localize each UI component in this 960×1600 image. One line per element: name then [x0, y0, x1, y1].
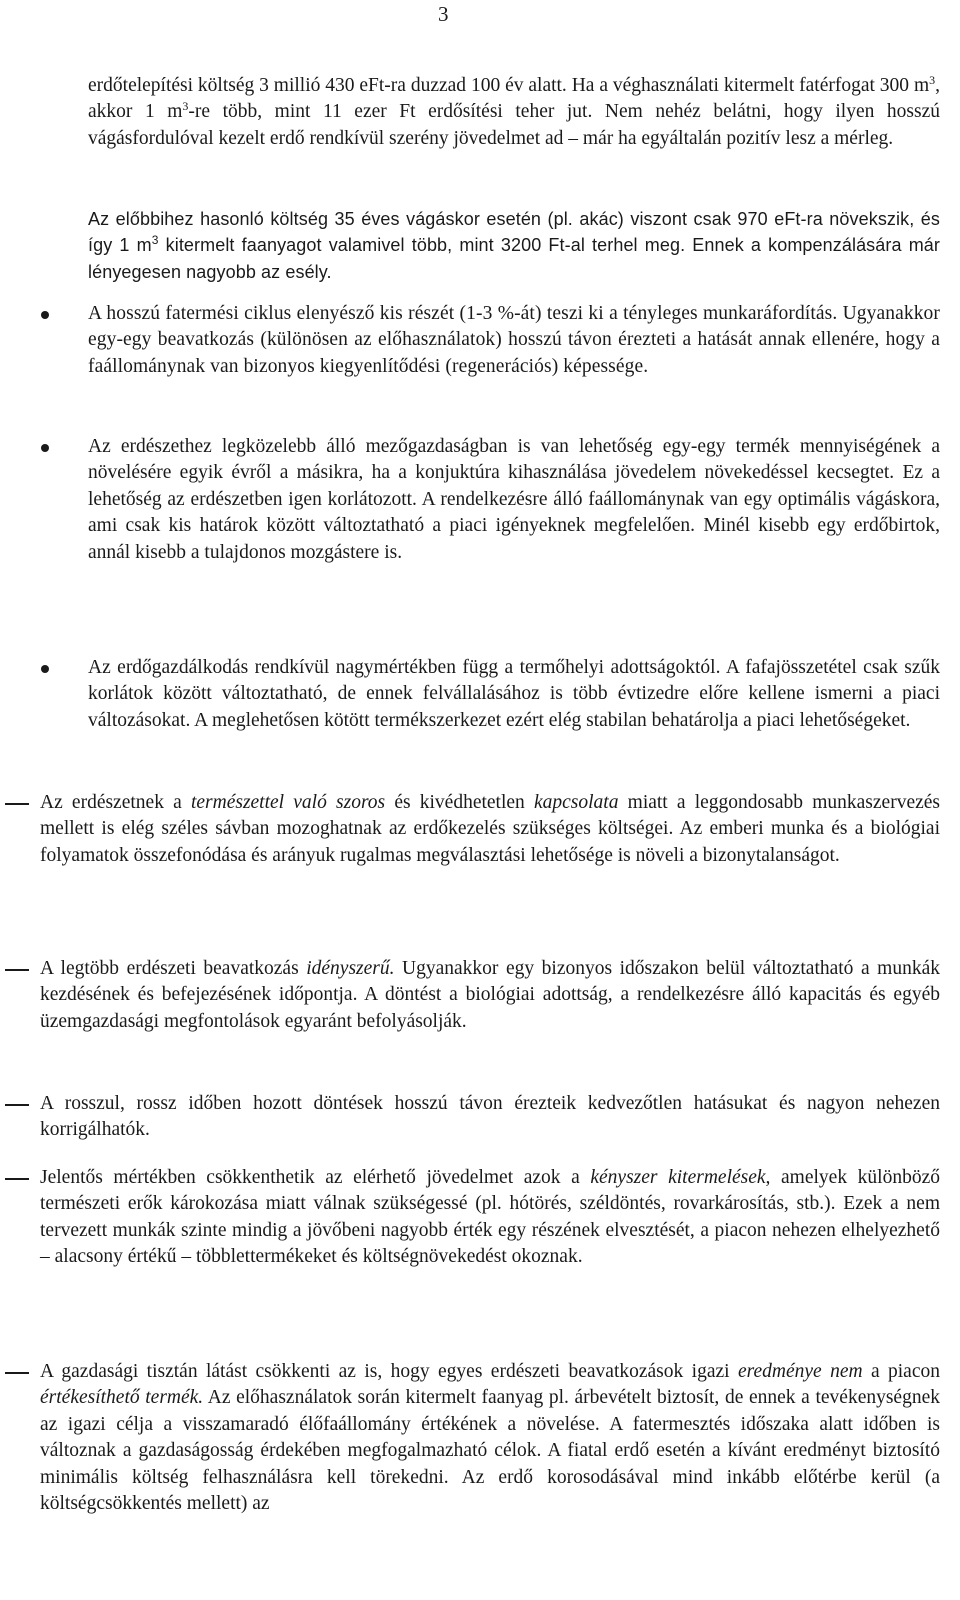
- intro-text-a: erdőtelepítési költség 3 millió 430 eFt-ra duzzad 100 év alatt. Ha a véghasználati kitermelt fatérfogat 300 m: [88, 75, 930, 96]
- dash-item: [40, 1091, 940, 1144]
- dash-text: Az erdészetnek a: [40, 792, 191, 813]
- dash-item: [40, 956, 940, 1035]
- dash-text: és kivédhetetlen: [385, 792, 534, 813]
- dash-text: A gazdasági tisztán látást csökkenti az is, hogy egyes erdészeti beavatkozások igazi: [40, 1361, 738, 1382]
- dash-item: [40, 1359, 940, 1517]
- dash-text: A rosszul, rossz időben hozott döntések hosszú távon érezteik kedvezőtlen hatásukat és nagyon nehezen korrigálhatók.: [40, 1093, 940, 1141]
- dash-text: A legtöbb erdészeti beavatkozás: [40, 958, 307, 979]
- dash-text: a piacon: [862, 1361, 940, 1382]
- dash-text: Az előhasználatok során kitermelt faanyag pl. árbevételt biztosít, de ennek a tevékenységnek az igazi célja a visszamaradó élőfaállomány értékének a növelése. A fatermesztés időszaka alatt időben is változnak a gazdaságosság érdekében megfogalmazható célok. A fiatal erdő esetén a kívánt eredményt biztosító minimális költség felhasználásra kell törekedni. Az erdő korosodásával mind inkább előtérbe kerül (a költségcsökkentés mellett) az: [40, 1387, 940, 1515]
- italic-phrase: eredménye nem: [737, 1361, 863, 1382]
- bullet-item: [88, 434, 940, 566]
- bullet-text: Az erdőgazdálkodás rendkívül nagymértékben függ a termőhelyi adottságoktól. A fafajösszetétel csak szűk korlátok között változtatható, de ennek felvállalásához is több évtizedre előre kellene ismerni a piaci változásokat. A meglehetősen kötött termékszerkezet ezért elég stabilan behatárolja a piaci lehetőségeket.: [88, 657, 940, 731]
- intro-text-c: -re több, mint 11 ezer Ft erdősítési teher jut. Nem nehéz belátni, hogy ilyen hosszú vágásfordulóval kezelt erdő rendkívül szerény jövedelmet ad – már ha egyáltalán pozitív lesz a mérleg.: [88, 101, 940, 149]
- superscript: 3: [151, 233, 159, 248]
- page-number: 3: [438, 2, 449, 26]
- italic-phrase: kapcsolata: [533, 792, 619, 813]
- dash-icon: [5, 1372, 29, 1374]
- bullet-icon: [41, 665, 49, 673]
- dash-icon: [5, 1104, 29, 1106]
- dash-text: miatt a leggondosabb munkaszervezés mellett is elég széles sávban mozoghatnak az erdőkezelés szükséges költségei. Az emberi munka és a biológiai folyamatok összefonódása és arányuk rugalmas megválasztási lehetősége is növeli a bizonytalanságot.: [40, 792, 940, 866]
- sans-text-b: kitermelt faanyagot valamivel több, mint 3200 Ft-al terhel meg. Ennek a kompenzálására már lényegesen nagyobb az esély.: [88, 235, 941, 282]
- bullet-item: [88, 301, 940, 380]
- dash-item: [40, 1165, 940, 1271]
- bullet-icon: [41, 444, 49, 452]
- bullet-text: A hosszú fatermési ciklus elenyésző kis részét (1-3 %-át) teszi ki a tényleges munkaráfordítás. Ugyanakkor egy-egy beavatkozás (különösen az előhasználatok) hosszú távon érezteti a hatását annak ellenére, hogy a faállománynak van bizonyos kiegyenlítődési (regenerációs) képessége.: [88, 303, 940, 377]
- italic-phrase: értékesíthető termék.: [40, 1387, 204, 1409]
- dash-item: [40, 790, 940, 869]
- superscript: 3: [182, 99, 189, 114]
- italic-phrase: kényszer kitermelések,: [590, 1167, 771, 1188]
- intro-text-b: , akkor 1 m: [88, 75, 940, 123]
- intro-paragraph-sans: [88, 206, 940, 285]
- dash-icon: [5, 803, 29, 805]
- dash-text: Ugyanakkor egy bizonyos időszakon belül változtatható a munkák kezdésének és befejezésének időpontja. A döntést a biológiai adottság, a rendelkezésre álló kapacitás és egyéb üzemgazdasági megfontolások egyaránt befolyásolják.: [40, 958, 940, 1032]
- bullet-icon: [41, 311, 49, 319]
- bullet-text: Az erdészethez legközelebb álló mezőgazdaságban is van lehetőség egy-egy termék mennyiségének a növelésére egyik évről a másikra, ha a konjuktúra kihasználása jövedelem növekedéssel kecsegtet. Ez a lehetőség az erdészetben igen korlátozott. A rendelkezésre álló faállománynak van egy optimális vágáskora, ami csak kis határok között változtatható a piaci igényeknek megfelelően. Minél kisebb egy erdőbirtok, annál kisebb a tulajdonos mozgástere is.: [88, 436, 940, 563]
- dash-icon: [5, 1178, 29, 1180]
- dash-text: amelyek különböző természeti erők károkozása miatt válnak szükségessé (pl. hótörés, széldöntés, rovarkárosítás, stb.). Ezek a nem tervezett munkák szinte mindig a jövőbeni nagyobb érték egy részének elvesztését, a piacon nehezen elhelyezhető – alacsony értékű – többlettermékeket és költségnövekedést okoznak.: [40, 1167, 940, 1268]
- superscript: 3: [929, 73, 936, 87]
- italic-phrase: természettel való szoros: [190, 792, 386, 813]
- intro-paragraph: [88, 73, 940, 152]
- bullet-item: [88, 655, 940, 734]
- sans-text-a: Az előbbihez hasonló költség 35 éves vágáskor esetén (pl. akác) viszont csak 970 eFt-ra növekszik, és így 1 m: [88, 209, 940, 256]
- dash-text: Jelentős mértékben csökkenthetik az elérhető jövedelmet azok a: [40, 1167, 591, 1188]
- dash-icon: [5, 969, 29, 971]
- italic-phrase: idényszerű.: [306, 958, 395, 979]
